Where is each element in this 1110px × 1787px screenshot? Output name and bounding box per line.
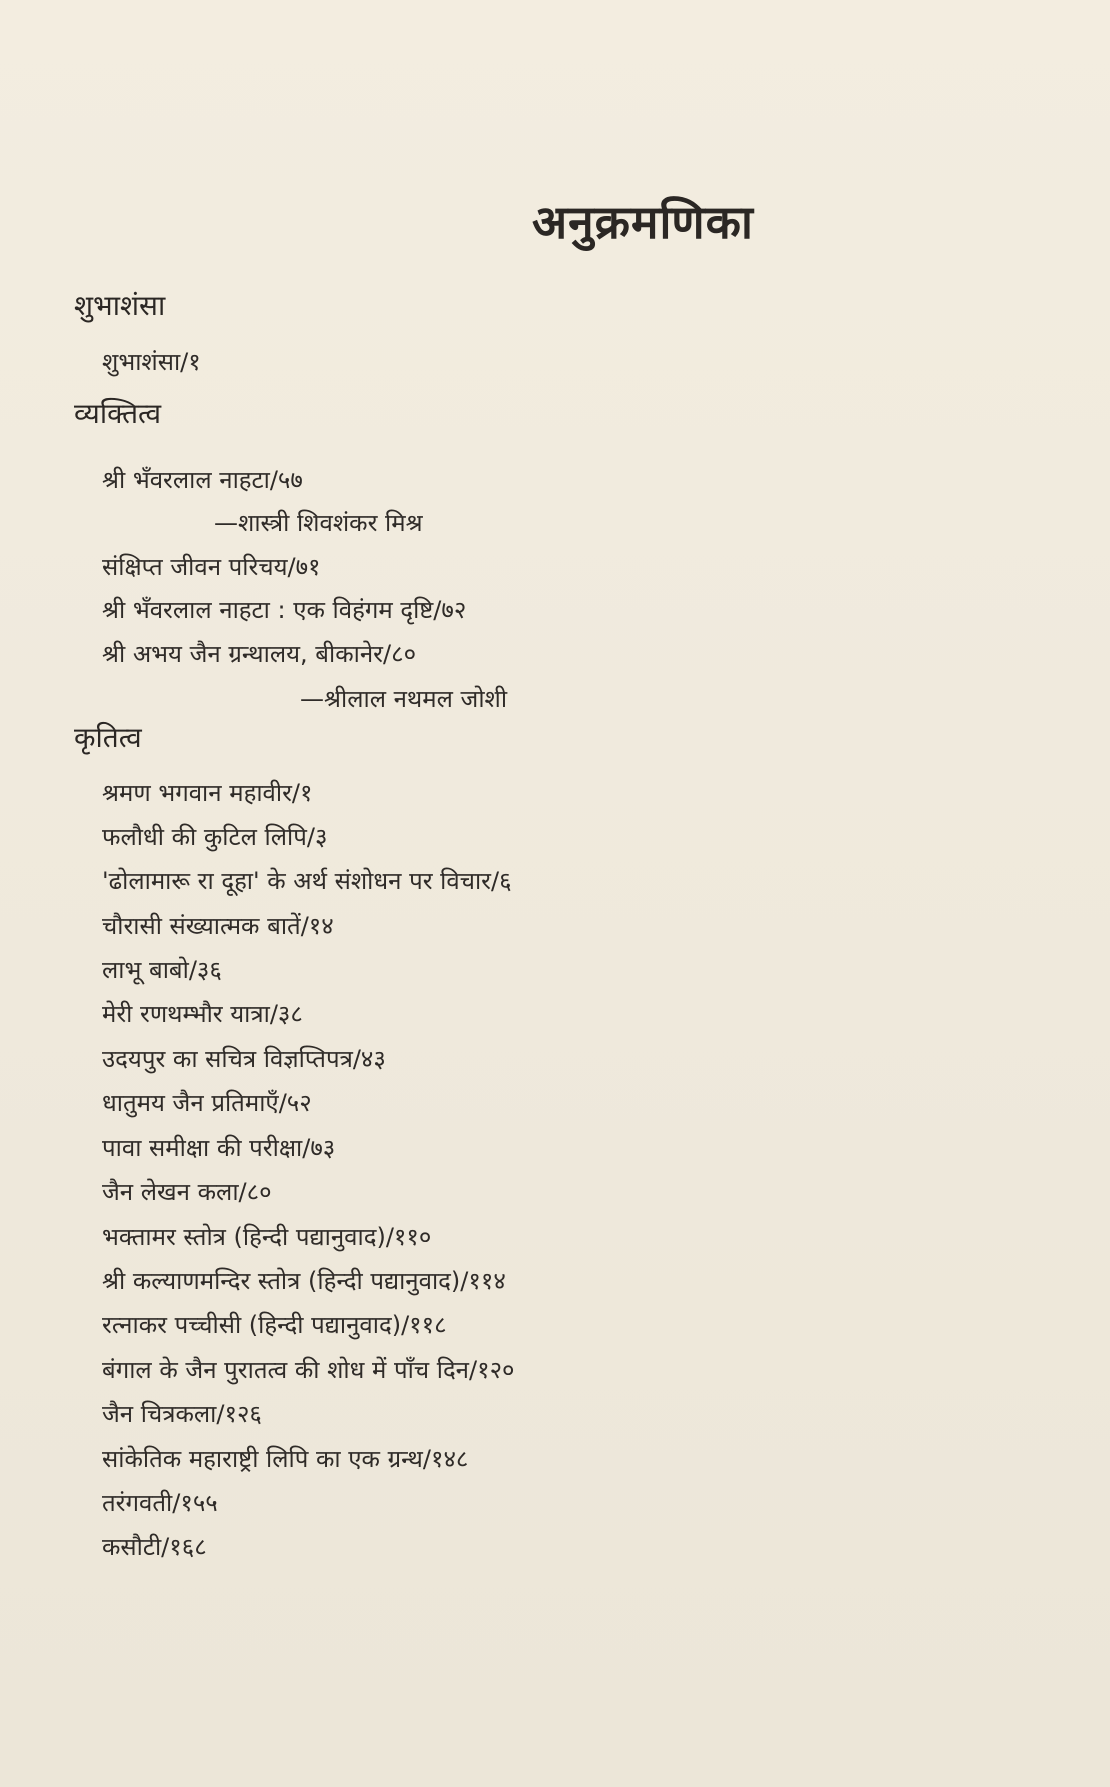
toc-entry: 'ढोलामारू रा दूहा' के अर्थ संशोधन पर विचार/६ [102, 867, 512, 895]
section-heading-vyaktitva: व्यक्तित्व [74, 397, 162, 430]
toc-entry: फलौधी की कुटिल लिपि/३ [102, 823, 328, 851]
toc-entry: श्रमण भगवान महावीर/१ [102, 779, 313, 807]
toc-entry: धातुमय जैन प्रतिमाएँ/५२ [102, 1089, 312, 1117]
toc-entry-author: —श्रीलाल नथमल जोशी [300, 685, 508, 713]
toc-entry: शुभाशंसा/१ [102, 348, 201, 376]
toc-entry: उदयपुर का सचित्र विज्ञप्तिपत्र/४३ [102, 1045, 386, 1073]
toc-entry-author: —शास्त्री शिवशंकर मिश्र [214, 509, 423, 537]
toc-entry: रत्नाकर पच्चीसी (हिन्दी पद्यानुवाद)/११८ [102, 1311, 447, 1339]
toc-entry: श्री अभय जैन ग्रन्थालय, बीकानेर/८० [102, 640, 417, 668]
page-title: अनुक्रमणिका [532, 195, 754, 249]
toc-entry: पावा समीक्षा की परीक्षा/७३ [102, 1134, 336, 1162]
toc-entry: श्री भँवरलाल नाहटा : एक विहंगम दृष्टि/७२ [102, 596, 467, 624]
toc-entry: मेरी रणथम्भौर यात्रा/३८ [102, 1000, 303, 1028]
toc-entry: बंगाल के जैन पुरातत्व की शोध में पाँच दिन/१२० [102, 1356, 515, 1384]
toc-entry: चौरासी संख्यात्मक बातें/१४ [102, 912, 334, 940]
section-heading-shubhashansa: शुभाशंसा [74, 289, 166, 322]
section-heading-krititva: कृतित्व [74, 721, 142, 754]
toc-entry: सांकेतिक महाराष्ट्री लिपि का एक ग्रन्थ/१४८ [102, 1445, 469, 1473]
toc-entry: कसौटी/१६८ [102, 1533, 207, 1561]
toc-entry: जैन लेखन कला/८० [102, 1178, 272, 1206]
toc-entry: लाभू बाबो/३६ [102, 956, 222, 984]
toc-entry: तरंगवती/१५५ [102, 1489, 218, 1517]
toc-entry: जैन चित्रकला/१२६ [102, 1400, 262, 1428]
toc-entry: संक्षिप्त जीवन परिचय/७१ [102, 553, 321, 581]
toc-entry: श्री कल्याणमन्दिर स्तोत्र (हिन्दी पद्यानुवाद)/११४ [102, 1267, 506, 1295]
toc-entry: भक्तामर स्तोत्र (हिन्दी पद्यानुवाद)/११० [102, 1223, 432, 1251]
toc-entry: श्री भँवरलाल नाहटा/५७ [102, 466, 303, 494]
